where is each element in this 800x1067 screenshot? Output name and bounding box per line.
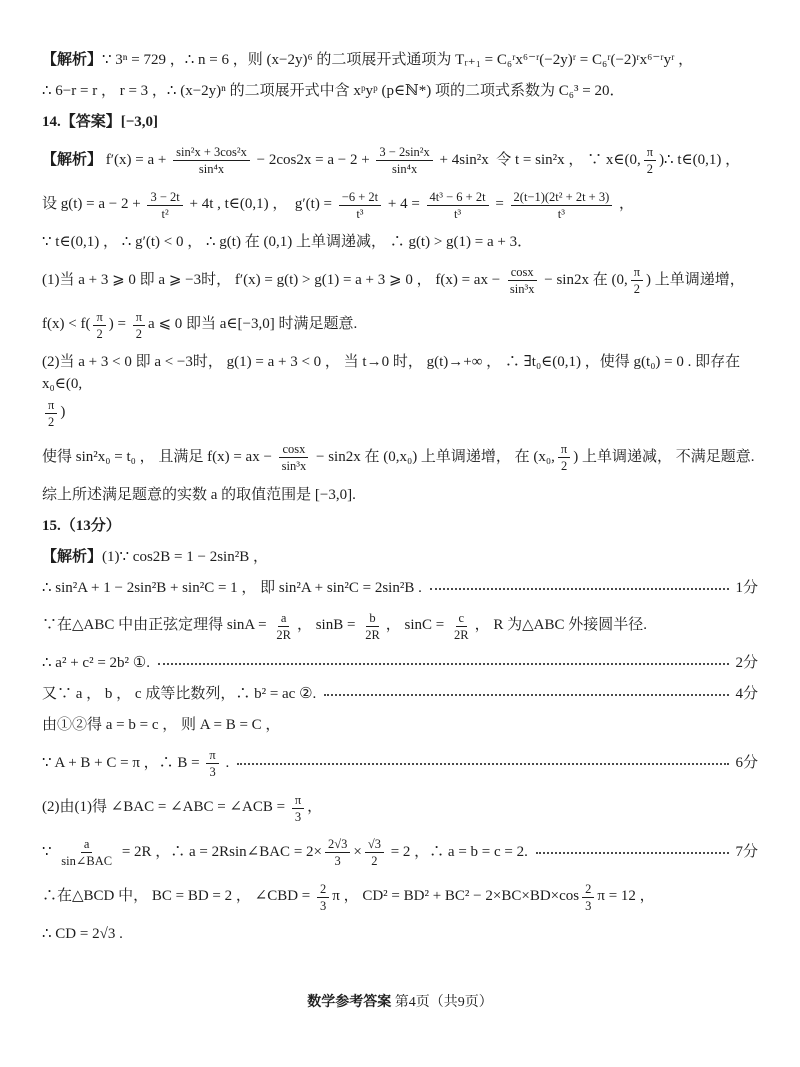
- document-body: [42, 50, 758, 946]
- fraction: [339, 189, 381, 223]
- math-text: ∴在△BCD 中， BC = BD = 2 ， ∠CBD =: [42, 888, 315, 905]
- math-text: = 2R ，∴ a = 2Rsin∠BAC = 2×: [118, 843, 322, 860]
- fraction-denominator: 3: [334, 854, 341, 869]
- solution-line: [42, 232, 758, 254]
- math-text: (2)由(1)得 ∠BAC = ∠ABC = ∠ACB =: [42, 799, 289, 816]
- solution-line: [42, 516, 758, 538]
- fraction-numerator: π: [45, 397, 57, 414]
- fraction-denominator: sin³x: [281, 459, 307, 474]
- fraction-denominator: sin³x: [509, 282, 535, 297]
- math-text: =: [491, 196, 508, 213]
- math-text: 14.【答案】[−3,0]: [42, 114, 159, 131]
- score-label: 2分: [735, 655, 758, 672]
- math-text: 由①②得 a = b = c ， 则 A = B = C ，: [42, 717, 281, 734]
- fraction-denominator: 3: [585, 898, 592, 913]
- fraction-denominator: 2R: [365, 627, 380, 642]
- solution-line: [42, 924, 758, 946]
- fraction-numerator: √3: [365, 836, 384, 853]
- fraction-numerator: π: [93, 309, 105, 326]
- fraction: [206, 747, 218, 781]
- fraction: [376, 144, 432, 178]
- solution-line: [42, 746, 758, 782]
- math-text: 使得 sin²x₀ = t₀ ， 且满足 f(x) = ax −: [42, 448, 276, 465]
- math-text: ) =: [108, 316, 130, 333]
- math-text: − sin2x 在 (0,: [540, 271, 628, 288]
- math-text: ， R 为△ABC 外接圆半径.: [474, 617, 647, 634]
- fraction-denominator: 3: [320, 898, 327, 913]
- fraction: [511, 189, 613, 223]
- solution-line: [42, 308, 758, 344]
- fraction-numerator: sin²x + 3cos²x: [173, 144, 250, 161]
- fraction: [173, 144, 250, 178]
- math-text: ， sinB =: [296, 617, 360, 634]
- dotted-leader: [237, 763, 729, 765]
- fraction-numerator: π: [206, 747, 218, 764]
- fraction: [362, 610, 383, 644]
- math-text: + 4t , t∈(0,1) ， g′(t) =: [185, 196, 336, 213]
- fraction-denominator: 2: [96, 326, 103, 341]
- solution-line: [42, 835, 758, 871]
- fraction-numerator: π: [631, 264, 643, 281]
- fraction-numerator: π: [133, 309, 145, 326]
- math-text: (1)当 a + 3 ⩾ 0 即 a ⩾ −3时， f′(x) = g(t) > g(1) = a + 3 ⩾ 0 ， f(x) = ax −: [42, 271, 504, 288]
- math-text: π ， CD² = BD² + BC² − 2×BC×BD×cos: [332, 888, 580, 905]
- math-text: ∵ A + B + C = π ，∴ B =: [42, 754, 204, 771]
- fraction-numerator: 2: [317, 881, 329, 898]
- math-text: ∵: [42, 843, 56, 860]
- footer-title: 数学参考答案: [307, 995, 392, 1010]
- dotted-leader: [536, 852, 730, 854]
- math-text: ， sinC =: [385, 617, 449, 634]
- fraction-denominator: 3: [209, 765, 216, 780]
- math-text: 综上所述满足题意的实数 a 的取值范围是 [−3,0].: [42, 486, 356, 503]
- fraction-numerator: 2(t−1)(2t² + 2t + 3): [511, 189, 613, 206]
- solution-line: [42, 263, 758, 299]
- fraction: [644, 144, 656, 178]
- fraction-denominator: 2R: [454, 627, 469, 642]
- fraction-numerator: b: [366, 610, 378, 627]
- solution-line: [42, 188, 758, 224]
- fraction-numerator: cosx: [279, 441, 308, 458]
- fraction-numerator: π: [558, 441, 570, 458]
- solution-line: [42, 653, 758, 675]
- fraction-denominator: 2: [633, 282, 640, 297]
- fraction-denominator: 2: [48, 414, 55, 429]
- fraction-denominator: 2: [646, 162, 654, 177]
- solution-line: [42, 143, 758, 179]
- fraction: [365, 836, 384, 870]
- fraction-numerator: c: [456, 610, 468, 627]
- fraction-numerator: 2√3: [325, 836, 350, 853]
- math-text: = 2 ，∴ a = b = c = 2.: [386, 843, 528, 860]
- math-text: 设 g(t) = a − 2 +: [42, 196, 145, 213]
- fraction: [292, 792, 304, 826]
- fraction-denominator: 3: [294, 809, 302, 824]
- fraction: [582, 881, 594, 915]
- math-text: .: [221, 754, 230, 771]
- math-text: ∴ 6−r = r ， r = 3 ，∴ (x−2y)ⁿ 的二项展开式中含 xᵖyᵖ (p∈ℕ*) 项的二项式系数为 C₆³ = 20．: [42, 83, 625, 100]
- solution-line: [42, 112, 758, 134]
- footer-page-number: 第4页（共9页）: [391, 995, 493, 1010]
- fraction: [45, 397, 57, 431]
- math-text: ) 上单调递增，: [646, 271, 745, 288]
- solution-line: [42, 715, 758, 737]
- math-text: ∵ 3ⁿ = 729 ，∴ n = 6 ，则 (x−2y)⁶ 的二项展开式通项为 Tᵣ₊₁ = C₆ʳx⁶⁻ʳ(−2y)ʳ = C₆ʳ(−2)ʳx⁶⁻ʳyʳ ，: [102, 52, 694, 69]
- fraction-denominator: t³: [453, 206, 462, 221]
- math-text: − sin2x 在 (0,x₀) 上单调递增， 在 (x₀,: [312, 448, 555, 465]
- fraction-numerator: 2: [582, 881, 594, 898]
- fraction-denominator: t²: [161, 206, 169, 221]
- math-text: 【解析】: [42, 151, 103, 168]
- fraction-denominator: 2R: [276, 627, 291, 642]
- solution-line: [42, 578, 758, 600]
- fraction: [507, 264, 538, 298]
- fraction-denominator: t³: [356, 206, 364, 221]
- fraction-numerator: π: [644, 144, 656, 161]
- fraction-numerator: π: [292, 792, 304, 809]
- fraction-numerator: a: [278, 610, 290, 627]
- math-text: ，: [307, 799, 323, 816]
- math-text: (2)当 a + 3 < 0 即 a < −3时， g(1) = a + 3 < 0 ， 当 t→0 时， g(t)→+∞ ， ∴ ∃t₀∈(0,1) ，使得 g(t₀) = 0 . 即存在 x₀∈(0,: [42, 354, 744, 392]
- math-text: − 2cos2x = a − 2 +: [252, 151, 374, 168]
- math-text: 【解析】: [42, 548, 103, 565]
- fraction-denominator: sin∠BAC: [61, 854, 113, 869]
- solution-line: [42, 485, 758, 507]
- fraction-denominator: 2: [371, 854, 378, 869]
- solution-line: [42, 440, 758, 476]
- math-text: 15.（13分）: [42, 517, 121, 534]
- fraction: [317, 881, 329, 915]
- math-text: ，: [615, 196, 635, 213]
- fraction-numerator: a: [81, 836, 93, 853]
- math-text: ∴ sin²A + 1 − 2sin²B + sin²C = 1 ， 即 sin²A + sin²C = 2sin²B .: [42, 579, 422, 596]
- solution-line: [42, 684, 758, 706]
- math-text: ×: [353, 843, 362, 860]
- solution-line: [42, 352, 758, 431]
- fraction-denominator: 2: [135, 326, 142, 341]
- math-text: ): [60, 404, 66, 421]
- dotted-leader: [430, 588, 730, 590]
- fraction-denominator: sin⁴x: [198, 162, 225, 177]
- math-text: f′(x) = a +: [102, 151, 171, 168]
- solution-line: [42, 880, 758, 916]
- math-text: ∴ a² + c² = 2b² ①.: [42, 655, 150, 672]
- fraction-numerator: 4t³ − 6 + 2t: [427, 189, 489, 206]
- math-text: f(x) < f(: [42, 316, 91, 333]
- math-text: ∵在△ABC 中由正弦定理得 sinA =: [42, 617, 271, 634]
- page-footer: [0, 991, 800, 1011]
- solution-line: [42, 50, 758, 72]
- fraction: [133, 309, 145, 343]
- math-text: ∵ t∈(0,1) ， ∴ g′(t) < 0 ， ∴ g(t) 在 (0,1) 上单调递减， ∴ g(t) > g(1) = a + 3．: [42, 234, 533, 251]
- fraction: [273, 610, 294, 644]
- score-label: 7分: [735, 843, 758, 860]
- fraction: [631, 264, 643, 298]
- score-label: 1分: [735, 579, 758, 596]
- solution-line: [42, 81, 758, 103]
- fraction-denominator: 2: [560, 459, 568, 474]
- solution-line: [42, 791, 758, 827]
- math-text: + 4 =: [384, 196, 424, 213]
- fraction: [558, 441, 570, 475]
- fraction: [58, 836, 115, 870]
- fraction-denominator: t³: [557, 206, 566, 221]
- fraction-denominator: sin⁴x: [392, 162, 418, 177]
- fraction: [427, 189, 489, 223]
- math-text: )∴ t∈(0,1) ，: [659, 151, 741, 168]
- fraction: [147, 189, 182, 223]
- math-text: ∴ CD = 2√3 .: [42, 926, 123, 943]
- math-text: ) 上单调递减， 不满足题意.: [573, 448, 755, 465]
- math-text: 【解析】: [42, 52, 103, 69]
- math-text: (1)∵ cos2B = 1 − 2sin²B ，: [102, 548, 268, 565]
- solution-line: [42, 547, 758, 569]
- fraction: [279, 441, 310, 475]
- math-text: 又∵ a ， b ， c 成等比数列，∴ b² = ac ②.: [42, 686, 317, 703]
- math-text: π = 12 ，: [597, 888, 655, 905]
- dotted-leader: [158, 663, 730, 665]
- math-text: + 4sin²x 令 t = sin²x ， ∵ x∈(0,: [435, 151, 641, 168]
- fraction: [325, 836, 350, 870]
- fraction-numerator: 3 − 2t: [147, 189, 182, 206]
- fraction: [93, 309, 105, 343]
- fraction: [451, 610, 472, 644]
- fraction-numerator: −6 + 2t: [339, 189, 381, 206]
- score-label: 4分: [735, 686, 758, 703]
- math-text: a ⩽ 0 即当 a∈[−3,0] 时满足题意.: [148, 316, 358, 333]
- fraction-numerator: 3 − 2sin²x: [376, 144, 432, 161]
- solution-line: [42, 609, 758, 645]
- score-label: 6分: [735, 754, 758, 771]
- dotted-leader: [324, 694, 729, 696]
- fraction-numerator: cosx: [508, 264, 537, 281]
